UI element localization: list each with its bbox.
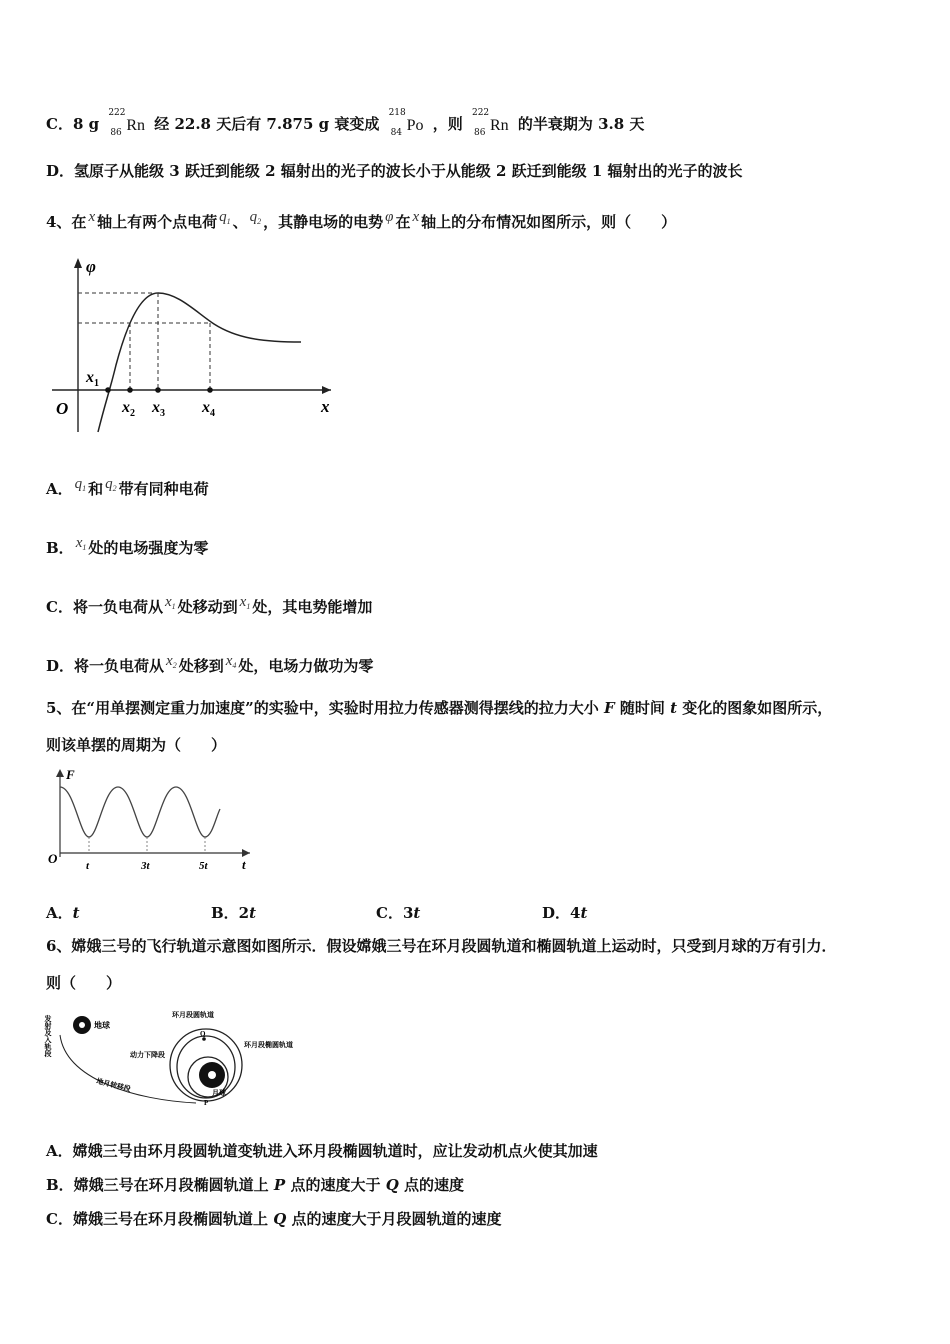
phi-label: φ xyxy=(86,257,96,276)
q4-option-b[interactable]: B． $x_1$ 处的电场强度为零 xyxy=(46,535,209,557)
p-point: P xyxy=(204,1099,209,1107)
x-axis-arrow xyxy=(322,386,331,394)
origin-label: O xyxy=(48,851,58,866)
nuclide-po: 218 84 Po xyxy=(388,107,424,138)
x-label: x xyxy=(321,397,330,416)
q5-option-d[interactable]: D．4t xyxy=(542,904,588,922)
potential-graph xyxy=(46,250,346,440)
orbit-diagram xyxy=(46,1005,316,1110)
q3-c-prefix: C．8 g xyxy=(46,115,100,133)
x2-label: $x_2$ xyxy=(122,399,135,419)
q5-option-a[interactable]: A．t xyxy=(46,904,80,922)
descent-label: 动力下降段 xyxy=(130,1051,165,1059)
tick-3t: 3t xyxy=(141,860,150,872)
launch-label: 发射及入轨段 xyxy=(44,1015,52,1057)
q5-option-b[interactable]: B．2t xyxy=(211,904,257,922)
tick-5t: 5t xyxy=(199,860,208,872)
q4-option-d[interactable]: D．将一负电荷从 $x_2$ 处移到 $x_4$ 处，电场力做功为零 xyxy=(46,653,374,675)
q6-option-a[interactable]: A．嫦娥三号由环月段圆轨道变轨进入环月段椭圆轨道时，应让发动机点火使其加速 xyxy=(46,1142,598,1160)
nuclide-rn: 222 86 Rn xyxy=(471,107,509,138)
force-graph xyxy=(46,765,256,875)
q3-option-c[interactable]: C．8 g 222 86 Rn 经 22.8 天后有 7.875 g 衰变成 218 84 Po ，则 222 86 Rn 的半衰期为 3.8 天 xyxy=(46,107,645,138)
point-x4 xyxy=(207,387,213,393)
tick-t: t xyxy=(86,860,90,872)
nuclide-rn: 222 86 Rn xyxy=(108,107,145,138)
q5-stem-line1: 5、在“用单摆测定重力加速度”的实验中，实验时用拉力传感器测得摆线的拉力大小 F 随时间 t 变化的图象如图所示， xyxy=(46,699,833,717)
q3-option-d[interactable]: D．氢原子从能级 3 跃迁到能级 2 辐射出的光子的波长小于从能级 2 跃迁到能级 1 辐射出的光子的波长 xyxy=(46,162,743,180)
q6-option-b[interactable]: B．嫦娥三号在环月段椭圆轨道上 P 点的速度大于 Q 点的速度 xyxy=(46,1176,465,1194)
q4-option-a[interactable]: A． $q_1$ 和 $q_2$ 带有同种电荷 xyxy=(46,476,209,498)
q6-option-c[interactable]: C．嫦娥三号在环月段椭圆轨道上 Q 点的速度大于月段圆轨道的速度 xyxy=(46,1210,502,1228)
t-label: t xyxy=(242,857,246,872)
q5-stem-line2: 则该单摆的周期为（ ） xyxy=(46,736,227,754)
x1-label: $x_1$ xyxy=(86,369,99,389)
q-point: Q xyxy=(200,1030,206,1038)
origin-label: O xyxy=(56,399,69,418)
x3-label: $x_3$ xyxy=(152,399,165,419)
x4-label: $x_4$ xyxy=(202,399,215,419)
q6-stem-line1: 6、嫦娥三号的飞行轨道示意图如图所示．假设嫦娥三号在环月段圆轨道和椭圆轨道上运动时，只受到月球的万有引力． xyxy=(46,937,837,955)
q5-option-c[interactable]: C．3t xyxy=(376,904,421,922)
y-axis-arrow xyxy=(74,258,82,268)
ellip-orbit-label: 环月段椭圆轨道 xyxy=(244,1041,293,1049)
q6-stem-line2: 则（ ） xyxy=(46,974,122,992)
point-x3 xyxy=(155,387,161,393)
q4-option-c[interactable]: C．将一负电荷从 $x_1$ 处移动到 $x_1$ 处，其电势能增加 xyxy=(46,594,373,616)
moon-label: 月球 xyxy=(212,1089,226,1097)
force-curve xyxy=(60,787,220,837)
point-x2 xyxy=(127,387,133,393)
q4-stem: 4、在 x 轴上有两个点电荷 $q_1$ 、 $q_2$ ，其静电场的电势 φ 在 x 轴上的分布情况如图所示，则（ ） xyxy=(46,209,677,231)
circ-orbit-label: 环月段圆轨道 xyxy=(172,1011,214,1019)
point-x1 xyxy=(105,387,111,393)
transfer-label: 地月转移段 xyxy=(95,1077,132,1094)
earth-label: 地球 xyxy=(94,1021,110,1030)
f-label: F xyxy=(66,767,75,782)
